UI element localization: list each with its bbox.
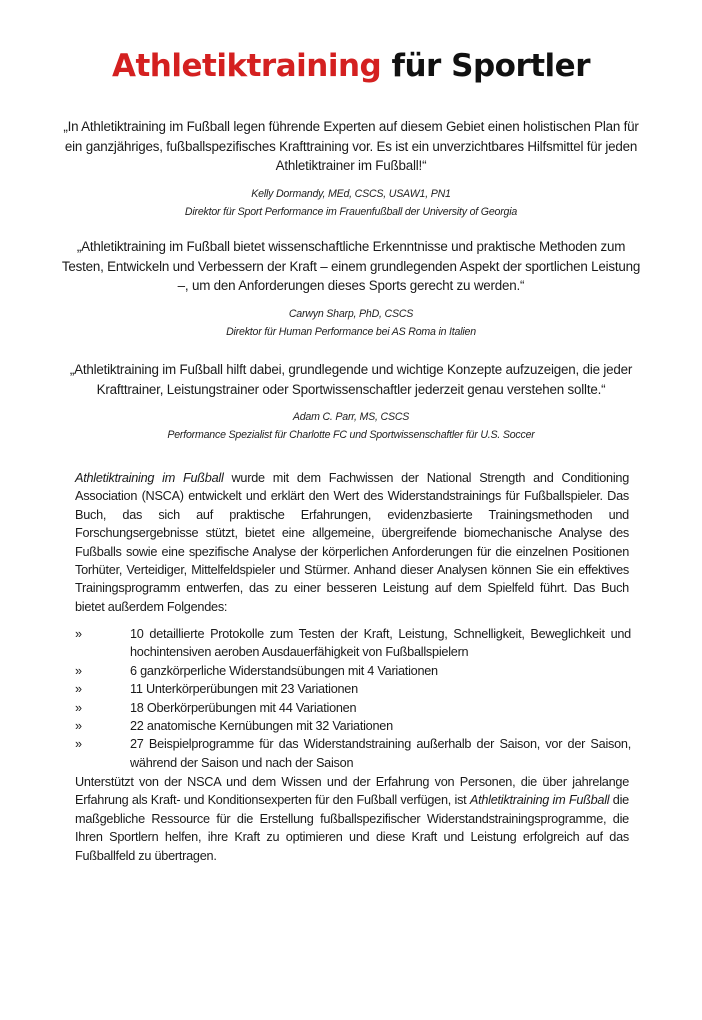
list-item [75,680,631,698]
testimonial-text: „In Athletiktraining im Fußball legen führende Experten auf diesem Gebiet einen holistischen Plan für ein ganzjähriges, fußballspezifisches Krafttraining vor. Es ist ein unverzichtbares Hilfsmittel für jeden Athletiktrainer im Fußball!“ [63,119,639,173]
list-item-text: 27 Beispielprogramme für das Widerstandstraining außerhalb der Saison, vor der Saison, während der Saison und nach der Saison [130,737,631,770]
list-item [75,717,631,735]
testimonial-author: Carwyn Sharp, PhD, CSCS [288,307,414,320]
list-item-text: 6 ganzkörperliche Widerstandsübungen mit 4 Variationen [130,663,438,678]
testimonial-role: Direktor für Human Performance bei AS Roma in Italien [226,325,476,338]
list-item [75,662,631,680]
testimonial-role: Direktor für Sport Performance im Frauenfußball der University of Georgia [184,205,518,218]
bullet-marker: » [75,627,82,641]
feature-list [75,625,631,772]
testimonial-2 [60,237,642,341]
list-item-text: 11 Unterkörperübungen mit 23 Variationen [130,682,358,697]
list-item [75,735,631,772]
list-item [75,625,631,662]
testimonial-text: „Athletiktraining im Fußball hilft dabei, grundlegende und wichtige Konzepte aufzuzeigen, die jeder Krafttrainer, Leistungstrainer oder Sportwissenschaftler jederzeit genau verstehen sollte.“ [69,362,633,397]
outro-text-after: die maßgebliche Ressource für die Erstellung fußballspezifischer Widerstandstrainingsprogramme, die Ihren Sportlern helfen, ihre Kraft zu optimieren und diese Kraft und Leistung erfolgreich auf das Fußballfeld zu übertragen. [75,793,629,863]
testimonial-1 [60,117,642,221]
page-title [0,48,702,84]
testimonial-text: „Athletiktraining im Fußball bietet wissenschaftliche Erkenntnisse und praktische Methoden zum Testen, Entwickeln und Verbessern der Kraft – einem grundlegenden Aspekt der sportlichen Leistung –, um den Anforderungen dieses Sports gerecht zu werden.“ [61,239,641,293]
title-accent: Athletiktraining [112,48,382,84]
list-item-text: 22 anatomische Kernübungen mit 32 Variationen [130,719,393,734]
bullet-marker: » [75,719,82,734]
bullet-marker: » [75,663,82,678]
intro-paragraph [75,469,629,616]
testimonial-author: Kelly Dormandy, MEd, CSCS, USAW1, PN1 [251,187,451,200]
title-rest: für Sportler [391,48,590,84]
bullet-marker: » [75,737,82,752]
intro-book-title: Athletiktraining im Fußball [75,471,224,485]
intro-text: wurde mit dem Fachwissen der National Strength and Conditioning Association (NSCA) entwickelt und erklärt den Wert des Widerstandstrainings für Fußballspieler. Das Buch, das sich auf praktische Erfahrungen, evidenzbasierte Trainingsmethoden und Forschungsergebnisse stützt, bietet eine allgemeine, übergreifende biomechanische Analyse des Fußballs sowie eine spezifische Analyse der körperlichen Anforderungen für die einzelnen Positionen Torhüter, Verteidiger, Mittelfeldspieler und Stürmer. Anhand dieser Analysen können Sie ein effektives Trainingsprogramm entwerfen, das zu einer besseren Leistung auf dem Spielfeld führt. Das Buch bietet außerdem Folgendes: [75,471,630,614]
testimonial-role: Performance Spezialist für Charlotte FC und Sportwissenschaftler für U.S. Soccer [167,429,535,441]
list-item-text: 18 Oberkörperübungen mit 44 Variationen [130,700,357,715]
outro-book-title: Athletiktraining im Fußball [469,793,610,808]
bullet-marker: » [75,682,82,697]
outro-paragraph [75,773,629,865]
testimonial-author: Adam C. Parr, MS, CSCS [292,411,410,423]
outro-text-before: Unterstützt von der NSCA und dem Wissen und der Erfahrung von Personen, die über jahrelange Erfahrung als Kraft- und Konditionsexperten für den Fußball verfügen, ist [75,775,629,808]
list-item-text: 10 detaillierte Protokolle zum Testen der Kraft, Leistung, Schnelligkeit, Beweglichkeit und hochintensiven aeroben Ausdauerfähigkeit von Fußballspielern [130,627,631,660]
list-item [75,699,631,717]
testimonial-3 [60,360,642,444]
bullet-marker: » [75,700,82,715]
